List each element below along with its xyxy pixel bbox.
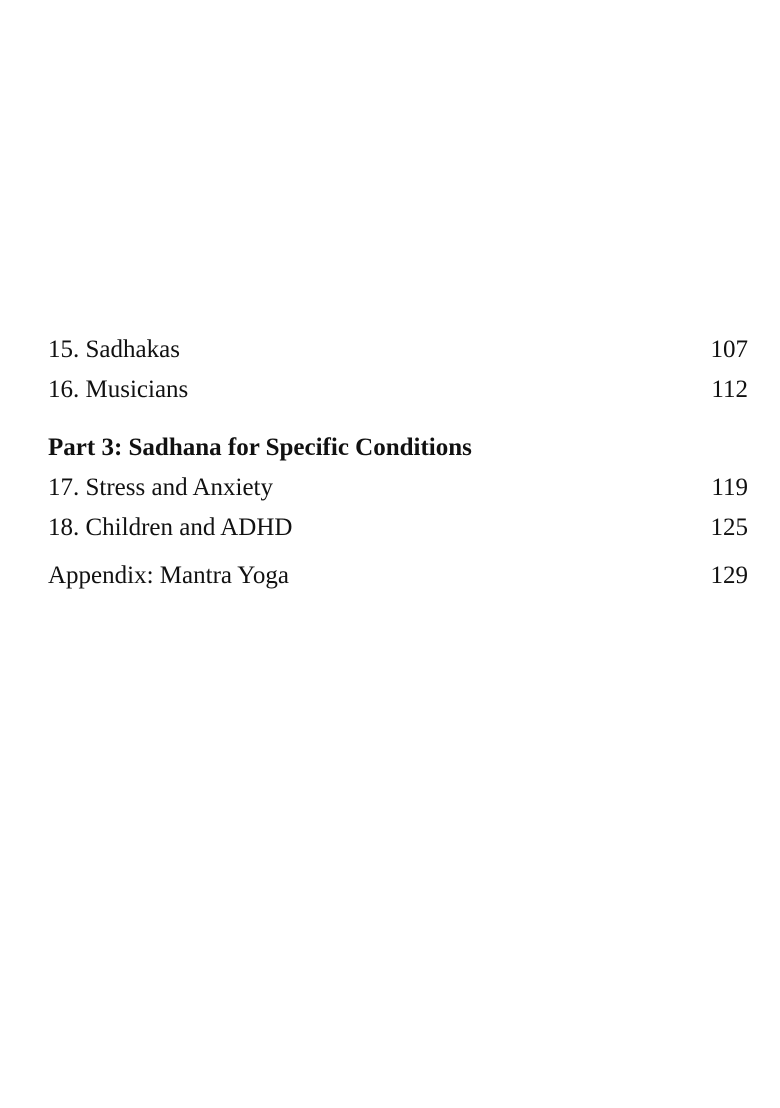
part-heading: Part 3: Sadhana for Specific Conditions xyxy=(48,434,472,461)
page-number: 112 xyxy=(711,376,748,403)
page-number: 129 xyxy=(710,562,748,589)
page-number: 119 xyxy=(711,474,748,501)
page-number: 107 xyxy=(710,336,748,363)
table-of-contents xyxy=(48,330,748,596)
toc-entry-appendix xyxy=(48,556,748,596)
toc-entry-musicians xyxy=(48,370,748,410)
toc-entry-sadhakas xyxy=(48,330,748,370)
chapter-title: 15. Sadhakas xyxy=(48,336,180,363)
toc-entry-stress-and-anxiety xyxy=(48,468,748,508)
page-number: 125 xyxy=(710,514,748,541)
chapter-title: 18. Children and ADHD xyxy=(48,514,293,541)
chapter-title: 16. Musicians xyxy=(48,376,189,403)
chapter-title: Appendix: Mantra Yoga xyxy=(48,562,289,589)
toc-entry-children-and-adhd xyxy=(48,508,748,548)
chapter-title: 17. Stress and Anxiety xyxy=(48,474,273,501)
